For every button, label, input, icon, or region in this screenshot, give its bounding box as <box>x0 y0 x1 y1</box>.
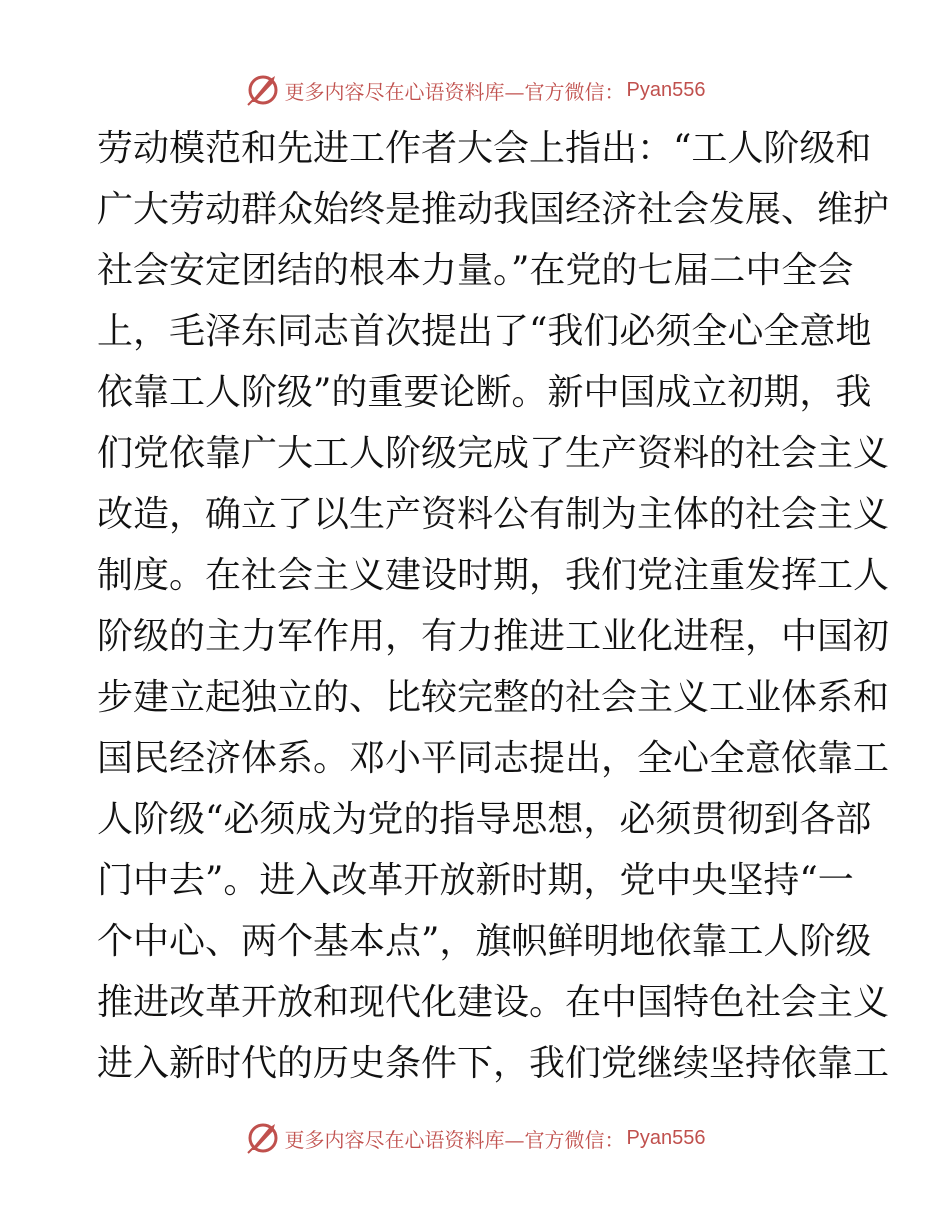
footer-watermark <box>0 1118 950 1158</box>
text-line: 推进改革开放和现代化建设。在中国特色社会主义 <box>97 982 890 1023</box>
text-line: 门中去”。进入改革开放新时期，党中央坚持“一 <box>97 860 854 901</box>
text-line: 劳动模范和先进工作者大会上指出：“工人阶级和 <box>97 128 872 169</box>
text-line: 阶级的主力军作用，有力推进工业化进程，中国初 <box>97 616 890 657</box>
header-watermark <box>0 70 950 110</box>
text-line: 步建立起独立的、比较完整的社会主义工业体系和 <box>97 677 890 718</box>
text-line: 制度。在社会主义建设时期，我们党注重发挥工人 <box>97 555 890 596</box>
text-line: 人阶级“必须成为党的指导思想，必须贯彻到各部 <box>97 799 872 840</box>
text-line: 依靠工人阶级”的重要论断。新中国成立初期，我 <box>97 372 872 413</box>
quill-pen-logo-icon <box>245 72 281 108</box>
text-line: 国民经济体系。邓小平同志提出，全心全意依靠工 <box>97 738 890 779</box>
quill-pen-logo-icon <box>245 1120 281 1156</box>
header-wechat-id: Pyan556 <box>626 78 706 101</box>
text-line: 广大劳动群众始终是推动我国经济社会发展、维护 <box>97 189 890 230</box>
text-line: 上，毛泽东同志首次提出了“我们必须全心全意地 <box>97 311 872 352</box>
text-line: 改造，确立了以生产资料公有制为主体的社会主义 <box>97 494 890 535</box>
text-line: 个中心、两个基本点”，旗帜鲜明地依靠工人阶级 <box>97 921 872 962</box>
text-line: 社会安定团结的根本力量。”在党的七届二中全会 <box>97 250 854 291</box>
footer-wechat-id: Pyan556 <box>626 1126 706 1149</box>
footer-watermark-text: 更多内容尽在心语资料库—官方微信： <box>284 1127 625 1152</box>
document-body <box>97 118 890 1094</box>
header-watermark-text: 更多内容尽在心语资料库—官方微信： <box>284 79 625 104</box>
text-line: 们党依靠广大工人阶级完成了生产资料的社会主义 <box>97 433 890 474</box>
text-line: 进入新时代的历史条件下，我们党继续坚持依靠工 <box>97 1043 890 1084</box>
